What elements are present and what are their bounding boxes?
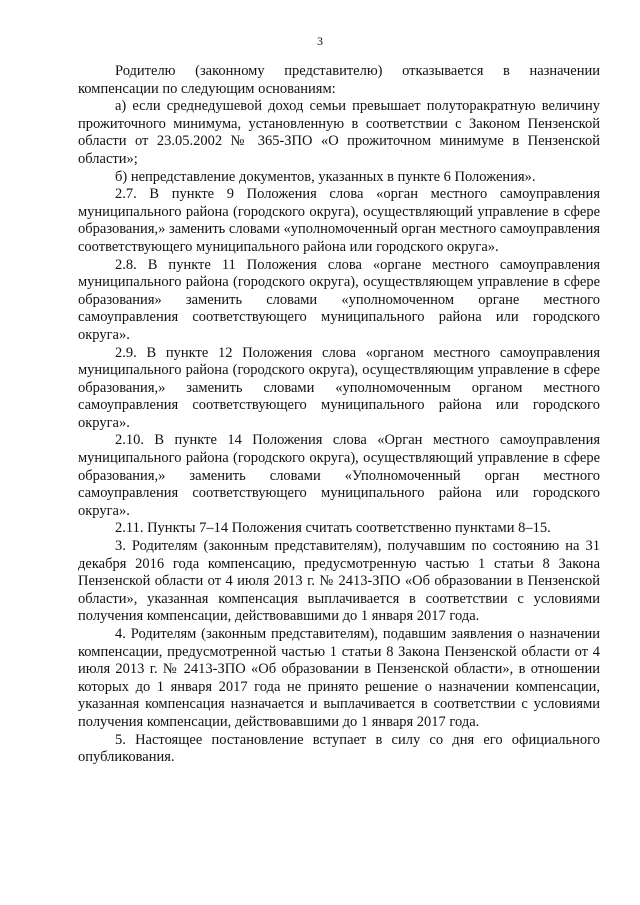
paragraph-2-8: 2.8. В пункте 11 Положения слова «органе местного самоуправления муниципального района (городского округа), осуществляющем управление в сфере образования» заменить словами «уполномоченном органе местного самоуправления соответствующего муниципального района или городского округа». xyxy=(78,256,600,343)
paragraph-4: 4. Родителям (законным представителям), подавшим заявления о назначении компенсации, предусмотренной частью 1 статьи 8 Закона Пензенской области от 4 июля 2013 г. № 2413-ЗПО «Об образовании в Пензенской области», в отношении которых до 1 января 2017 года не принято решение о назначении компенсации, указанная компенсация назначается и выплачивается в соответствии с условиями получения компенсации, действовавшими до 1 января 2017 года. xyxy=(78,626,600,730)
paragraph-5: 5. Настоящее постановление вступает в силу со дня его официального опубликования. xyxy=(78,731,600,766)
paragraph-3: 3. Родителям (законным представителям), получавшим по состоянию на 31 декабря 2016 года компенсацию, предусмотренную частью 1 статьи 8 Закона Пензенской области от 4 июля 2013 г. № 2413-ЗПО «Об образовании в Пензенской области», указанная компенсация выплачивается в соответствии с условиями получения компенсации, действовавшими до 1 января 2017 года. xyxy=(78,538,600,625)
paragraph-2-10: 2.10. В пункте 14 Положения слова «Орган местного самоуправления муниципального района (городского округа), осуществляющий управление в сфере образования,» заменить словами «Уполномоченный орган местного самоуправления соответствующего муниципального района или городского округа». xyxy=(78,432,600,519)
paragraph-refusal-b: б) непредставление документов, указанных в пункте 6 Положения». xyxy=(115,168,536,185)
paragraph-refusal-intro: Родителю (законному представителю) отказывается в назначении компенсации по следующим основаниям: xyxy=(78,63,600,97)
paragraph-2-9: 2.9. В пункте 12 Положения слова «органом местного самоуправления муниципального района (городского округа), осуществляющим управление в сфере образования,» заменить словами «уполномоченным органом местного самоуправления соответствующего муниципального района или городского округа». xyxy=(78,344,600,431)
page-number: 3 xyxy=(317,34,323,48)
paragraph-refusal-a: а) если среднедушевой доход семьи превышает полуторакратную величину прожиточного минимума, установленную в соответствии с Законом Пензенской области от 23.05.2002 № 365-ЗПО «О прожиточном минимуме в Пензенской области»; xyxy=(78,98,600,167)
document-body xyxy=(78,63,600,767)
paragraph-2-11: 2.11. Пункты 7–14 Положения считать соответственно пунктами 8–15. xyxy=(115,520,551,537)
paragraph-2-7: 2.7. В пункте 9 Положения слова «орган местного самоуправления муниципального района (городского округа), осуществляющий управление в сфере образования,» заменить словами «уполномоченный орган местного самоуправления соответствующего муниципального района или городского округа». xyxy=(78,186,600,255)
